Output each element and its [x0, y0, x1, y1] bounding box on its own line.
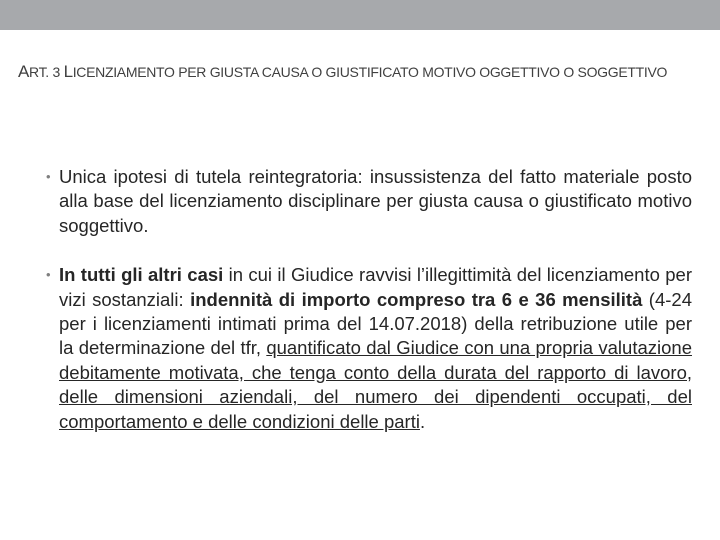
bullet-2-text-1: in cui il Giudice ravvisi l’illegittimità del licenziamento per vizi sostanziali: [59, 264, 692, 310]
bullet-1-text: Unica ipotesi di tutela reintegratoria: insussistenza del fatto materiale posto alla base del licenziamento disciplinare per giusta causa o giustificato motivo soggettivo [59, 166, 692, 236]
title-part-2: ICENZIAMENTO PER GIUSTA CAUSA O GIUSTIFICATO MOTIVO OGGETTIVO O SOGGETTIVO [72, 64, 668, 80]
slide-title [18, 58, 708, 86]
title-part-1: RT. 3 [29, 64, 64, 80]
bullet-2-bold-lead: In tutti gli altri casi [59, 264, 224, 286]
bullet-2-text-2: (4-24 per i licenziamenti intimati prima del 14.07.2018) della retribuzione utile per la determinazione del tfr, [59, 288, 692, 359]
slide-body [46, 165, 692, 459]
bullet-2-underlined: quantificato dal Giudice con una propria valutazione debitamente motivata, che tenga conto della durata del rapporto di lavoro, delle dimensioni aziendali, del numero dei dipendenti occupati, del comportamento e delle condizioni delle parti [59, 337, 692, 432]
bullet-1-end: . [143, 214, 149, 236]
bullet-dot-icon: • [46, 169, 51, 184]
bullet-2-end: . [419, 410, 426, 432]
bullet-item-1 [46, 165, 692, 238]
title-initial-a: A [18, 62, 30, 81]
bullet-dot-icon: • [46, 267, 51, 283]
header-band [0, 0, 720, 30]
bullet-item-2 [46, 263, 692, 434]
bullet-2-bold-indemnity: indennità di importo compreso tra 6 e 36 mensilità [190, 288, 643, 310]
title-initial-l: L [63, 62, 73, 81]
